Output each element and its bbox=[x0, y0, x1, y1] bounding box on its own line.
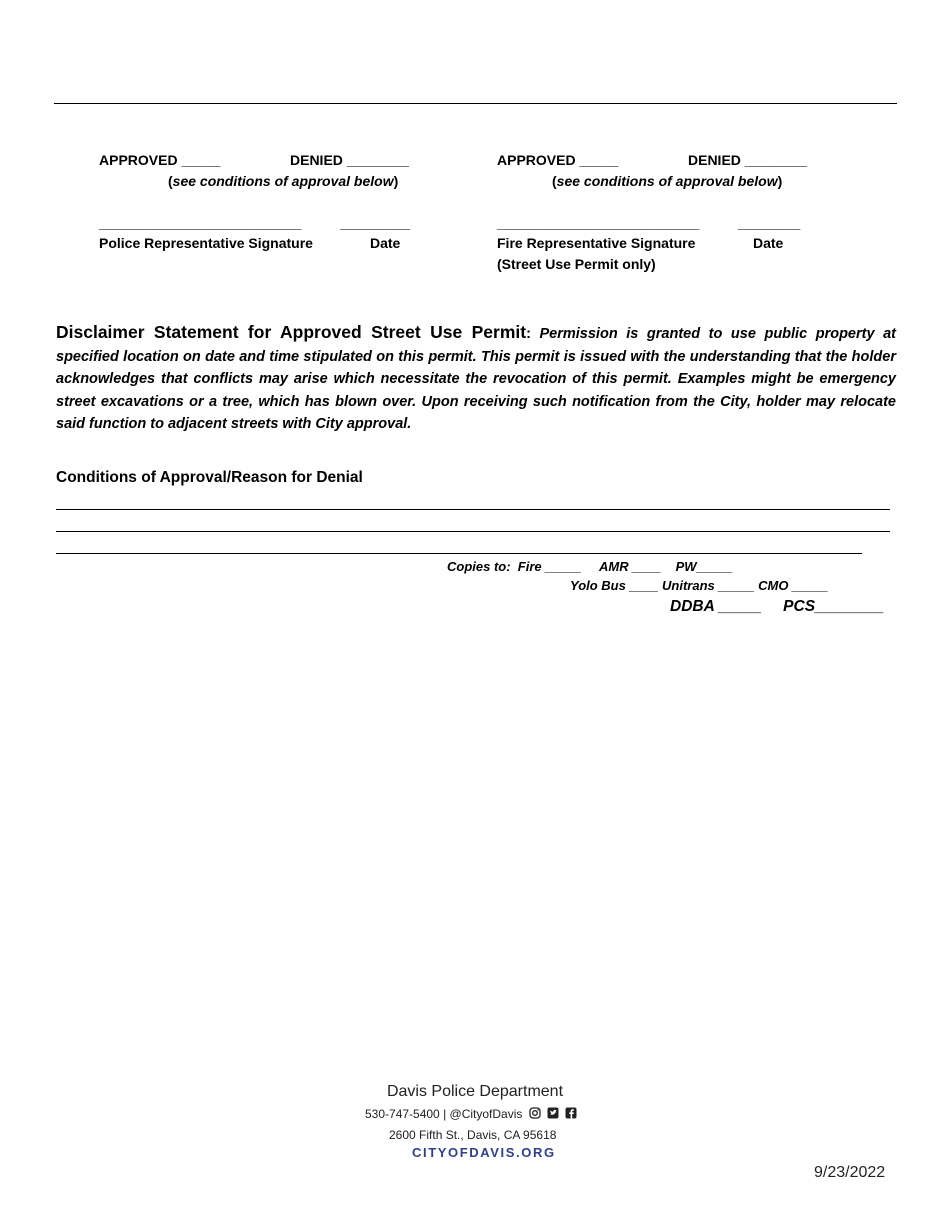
copies-row-1 bbox=[447, 559, 733, 574]
facebook-icon[interactable] bbox=[565, 1107, 577, 1122]
footer-website-link[interactable]: CITYOFDAVIS.ORG bbox=[412, 1145, 556, 1160]
paren-open: ( bbox=[168, 173, 173, 189]
footer-contact: 530-747-5400 | @CityofDavis bbox=[365, 1107, 523, 1121]
copies-unitrans-label: Unitrans bbox=[662, 578, 715, 593]
instagram-icon[interactable] bbox=[529, 1107, 541, 1122]
copies-fire-blank[interactable]: _____ bbox=[545, 559, 582, 574]
fire-approved-label: APPROVED bbox=[497, 152, 576, 168]
copies-ddba-blank[interactable]: _____ bbox=[718, 598, 762, 615]
police-approved-label: APPROVED bbox=[99, 152, 178, 168]
fire-signature-label: Fire Representative Signature bbox=[497, 235, 696, 251]
police-date-label: Date bbox=[370, 235, 401, 251]
fire-approved-blank[interactable]: _____ bbox=[579, 152, 619, 168]
copies-cmo-label: CMO bbox=[758, 578, 789, 593]
fire-signature-blank[interactable]: __________________________ bbox=[497, 215, 700, 231]
police-conditions-note bbox=[168, 173, 398, 189]
fire-approved-line bbox=[497, 152, 618, 168]
police-denied-line bbox=[290, 152, 409, 168]
fire-date-label: Date bbox=[753, 235, 784, 251]
police-date-blank[interactable]: _________ bbox=[340, 215, 411, 231]
copies-amr-label: AMR bbox=[599, 559, 629, 574]
copies-yolo-bus-blank[interactable]: ____ bbox=[629, 578, 659, 593]
disclaimer-colon: : bbox=[526, 326, 531, 342]
fire-date-blank[interactable]: ________ bbox=[738, 215, 801, 231]
copies-unitrans-blank[interactable]: _____ bbox=[718, 578, 755, 593]
fire-conditions-text: see conditions of approval below bbox=[556, 173, 778, 189]
conditions-line-2[interactable] bbox=[56, 531, 890, 532]
paren-close: ) bbox=[393, 173, 399, 189]
disclaimer-text: Permission is granted to use public property at specified location on date and time stipulated on this permit. This permit is issued with the understanding that the holder acknowledges that conflicts may arise which necessitate the revocation of this permit. Examples might be emergency street excavations or a tree, which has blown over. Upon receiving such notification from the City, holder may relocate said function to adjacent streets with City approval. bbox=[56, 326, 896, 432]
paren-close: ) bbox=[777, 173, 783, 189]
copies-pcs-label: PCS bbox=[783, 598, 816, 615]
disclaimer-paragraph bbox=[56, 321, 896, 436]
police-approved-blank[interactable]: _____ bbox=[181, 152, 221, 168]
copies-pw-label: PW bbox=[675, 559, 697, 574]
fire-permit-note: (Street Use Permit only) bbox=[497, 256, 656, 272]
footer-department: Davis Police Department bbox=[386, 1083, 564, 1100]
disclaimer-heading: Disclaimer Statement for Approved Street Use Permit bbox=[56, 322, 527, 342]
conditions-line-1[interactable] bbox=[56, 509, 890, 510]
document-date: 9/23/2022 bbox=[814, 1164, 886, 1181]
copies-label: Copies to: bbox=[447, 559, 511, 574]
copies-yolo-bus-label: Yolo Bus bbox=[570, 578, 626, 593]
copies-amr-blank[interactable]: ____ bbox=[632, 559, 662, 574]
police-denied-label: DENIED bbox=[290, 152, 343, 168]
paren-open: ( bbox=[552, 173, 557, 189]
police-approved-line bbox=[99, 152, 220, 168]
copies-pcs-blank[interactable]: ________ bbox=[815, 598, 885, 615]
conditions-line-3[interactable] bbox=[56, 553, 862, 554]
twitter-icon[interactable] bbox=[547, 1107, 559, 1122]
fire-denied-label: DENIED bbox=[688, 152, 741, 168]
copies-row-2 bbox=[570, 578, 828, 593]
copies-ddba-label: DDBA bbox=[670, 598, 715, 615]
top-rule bbox=[54, 103, 897, 104]
police-signature-blank[interactable]: __________________________ bbox=[99, 215, 302, 231]
copies-pw-blank[interactable]: _____ bbox=[696, 559, 733, 574]
footer-address: 2600 Fifth St., Davis, CA 95618 bbox=[389, 1128, 557, 1142]
police-signature-label: Police Representative Signature bbox=[99, 235, 313, 251]
fire-denied-line bbox=[688, 152, 807, 168]
police-denied-blank[interactable]: ________ bbox=[346, 152, 410, 168]
copies-cmo-blank[interactable]: _____ bbox=[792, 578, 829, 593]
fire-denied-blank[interactable]: ________ bbox=[744, 152, 808, 168]
footer-contact-row bbox=[365, 1107, 577, 1122]
fire-conditions-note bbox=[552, 173, 782, 189]
conditions-label: Conditions of Approval/Reason for Denial bbox=[56, 469, 363, 486]
copies-fire-label: Fire bbox=[517, 559, 542, 574]
police-conditions-text: see conditions of approval below bbox=[172, 173, 394, 189]
copies-row-3 bbox=[670, 598, 884, 616]
